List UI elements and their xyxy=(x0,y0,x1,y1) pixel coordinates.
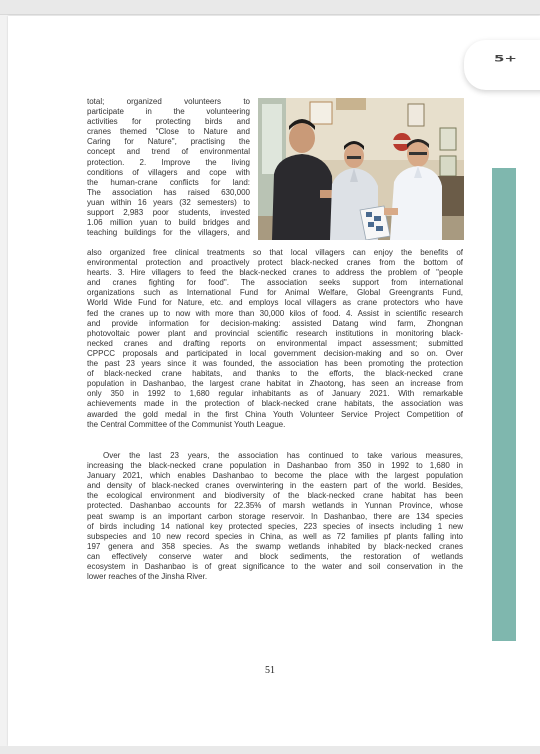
text-line: the human-crane conflicts for land: xyxy=(87,177,250,187)
text-line: awarded the gold medal in the first China Youth Volunteer Service Project Competition of xyxy=(87,409,463,419)
text-line: yuan within 16 years (32 semesters) to xyxy=(87,197,250,207)
text-line: participate in the volunteering xyxy=(87,107,250,117)
text-line: 1.06 million yuan to build bridges and xyxy=(87,218,250,228)
text-line: subspecies and 10 new record species in China, as well as 72 families pf plants falling into xyxy=(87,531,463,541)
text-line: increasing the black-necked crane population in Dashanbao from 350 in 1992 to 1,680 in xyxy=(87,461,463,471)
text-line: concept and trend of environmental xyxy=(87,147,250,157)
text-line: necked cranes and drafting reports on environmental impact assessment; submitted xyxy=(87,338,463,348)
text-line: the Central Committee of the Communist Youth League. xyxy=(87,419,286,429)
viewer-bottom-bar xyxy=(0,746,540,754)
text-line: World Wide Fund for Nature, etc. and employs local villagers as crane protectors who have xyxy=(87,298,463,308)
paragraph-2 xyxy=(87,451,463,582)
text-line: and density of black-necked cranes overwintering in the eastern part of the world. Besides, xyxy=(87,481,463,491)
text-line: protected. Dashanbao accounts for 22.35% of marsh wetlands in Yunnan Province, whose xyxy=(87,501,463,511)
text-line: Caring for Nature", practising the xyxy=(87,137,250,147)
paragraph-1-narrow xyxy=(87,97,250,238)
text-line: of birds including 14 national key protected species, 223 species of insects including 1 new xyxy=(87,521,463,531)
text-line: environmental protection and proactively protect black-necked cranes from the bottom of xyxy=(87,258,463,268)
text-line: conditions of villagers and cope with xyxy=(87,167,250,177)
paragraph-1-wide xyxy=(87,248,463,430)
text-line: teaching buildings for the villagers, and xyxy=(87,228,250,238)
text-line: protection. 2. Improve the living xyxy=(87,157,250,167)
text-line: of black-necked crane habitats, and thanks to the efforts, the black-necked crane xyxy=(87,369,463,379)
page-number: 51 xyxy=(265,665,275,676)
text-line: 197 genera and 358 species. As the swamp wetlands inhabited by black-necked cranes xyxy=(87,541,463,551)
text-line: the ecological environment and biodiversity of the black-necked crane habitat has been xyxy=(87,491,463,501)
text-line: The association has raised 630,000 xyxy=(87,187,250,197)
page-tab[interactable] xyxy=(464,40,540,90)
text-line: achievements made in the protection of black-necked crane habitats, the association was xyxy=(87,399,463,409)
text-line: and provide information for decision-making: assisted Datang wind farm, Zhongnan xyxy=(87,318,463,328)
text-line: also organized free clinical treatments so that local villagers can enjoy the benefits of xyxy=(87,248,463,257)
text-line: lower reaches of the Jinsha River. xyxy=(87,572,208,582)
text-line: the past 23 years since it was founded, the association has been promoting the protection xyxy=(87,359,463,369)
text-line: cranes themed "Close to Nature and xyxy=(87,127,250,137)
text-line: peat swamp is an important carbon storage reservoir. In Dashanbao, there are 134 species xyxy=(87,511,463,521)
text-line: total; organized volunteers to xyxy=(87,97,250,106)
page-tab-label: 5+ xyxy=(494,53,518,64)
text-line: Over the last 23 years, the association has continued to take various measures, xyxy=(103,451,463,460)
text-line: can effectively conserve water and block sediments, the restoration of wetlands xyxy=(87,551,463,561)
text-line: population in Dashanbao, the largest crane habitat in Zhaotong, has seen an increase from xyxy=(87,379,463,389)
text-line: organizations such as International Fund for Animal Welfare, Global Greengrants Fund, xyxy=(87,288,463,298)
text-line: activities for protecting birds and xyxy=(87,117,250,127)
viewer-top-bar xyxy=(0,0,540,15)
text-line: only 350 in 1992 to 1,680 regular inhabitants as of January 2021. With remarkable xyxy=(87,389,463,399)
text-line: and cranes fighting for food". The association seeks support from international xyxy=(87,278,463,288)
text-line: ecosystem in Dashanbao is of great significance to the water and soil conservation in the xyxy=(87,562,463,572)
text-line: January 2021, which enables Dashanbao to become the place with the largest population xyxy=(87,471,463,481)
side-color-bar xyxy=(492,168,516,641)
text-line: photovoltaic power plant and provincial scientific research institutions in monitoring black- xyxy=(87,328,463,338)
photo-image xyxy=(258,98,464,240)
text-line: CPPCC proposals and participated in local government decision-making and so on. Over xyxy=(87,348,463,358)
text-line: fed the cranes up to now with more than 30,000 kilos of food. 4. Assist in scientific research xyxy=(87,308,463,318)
text-line: support 2,983 poor students, invested xyxy=(87,208,250,218)
text-line: hearts. 3. Hire villagers to feed the black-necked cranes to address the problem of "people xyxy=(87,268,463,278)
